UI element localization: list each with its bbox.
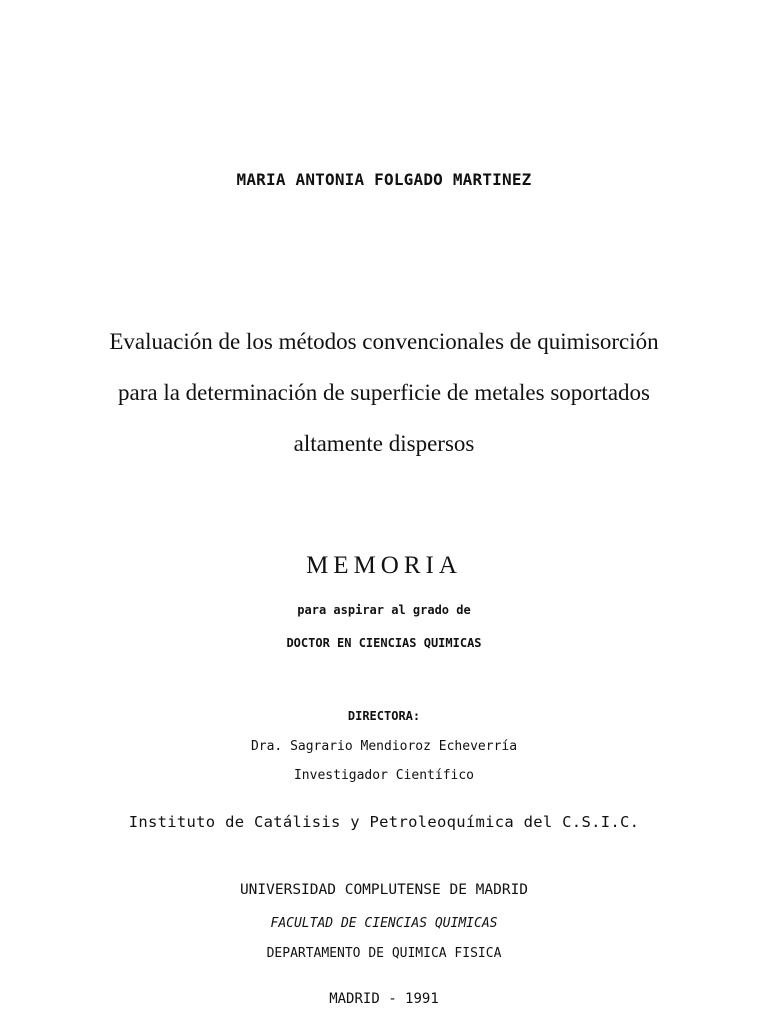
faculty-name: FACULTAD DE CIENCIAS QUIMICAS xyxy=(270,916,498,931)
director-name: Dra. Sagrario Mendioroz Echeverría xyxy=(250,739,518,754)
university-name: UNIVERSIDAD COMPLUTENSE DE MADRID xyxy=(239,882,529,898)
institute-name: Instituto de Catálisis y Petroleoquímica del C.S.I.C. xyxy=(128,813,640,831)
director-label: DIRECTORA: xyxy=(347,709,421,723)
degree-name: DOCTOR EN CIENCIAS QUIMICAS xyxy=(286,636,482,650)
degree-intro: para aspirar al grado de xyxy=(297,603,471,617)
thesis-title-line-2: para la determinación de superficie de metales soportados xyxy=(118,380,650,405)
place-and-date: MADRID - 1991 xyxy=(329,991,439,1007)
memoria-heading: MEMORIA xyxy=(306,552,462,579)
author-name: MARIA ANTONIA FOLGADO MARTINEZ xyxy=(236,170,532,189)
director-role: Investigador Científico xyxy=(293,768,474,783)
thesis-title-line-1: Evaluación de los métodos convencionales de quimisorción xyxy=(109,329,659,354)
department-name: DEPARTAMENTO DE QUIMICA FISICA xyxy=(266,946,502,961)
thesis-title-line-3: altamente dispersos xyxy=(293,431,475,456)
